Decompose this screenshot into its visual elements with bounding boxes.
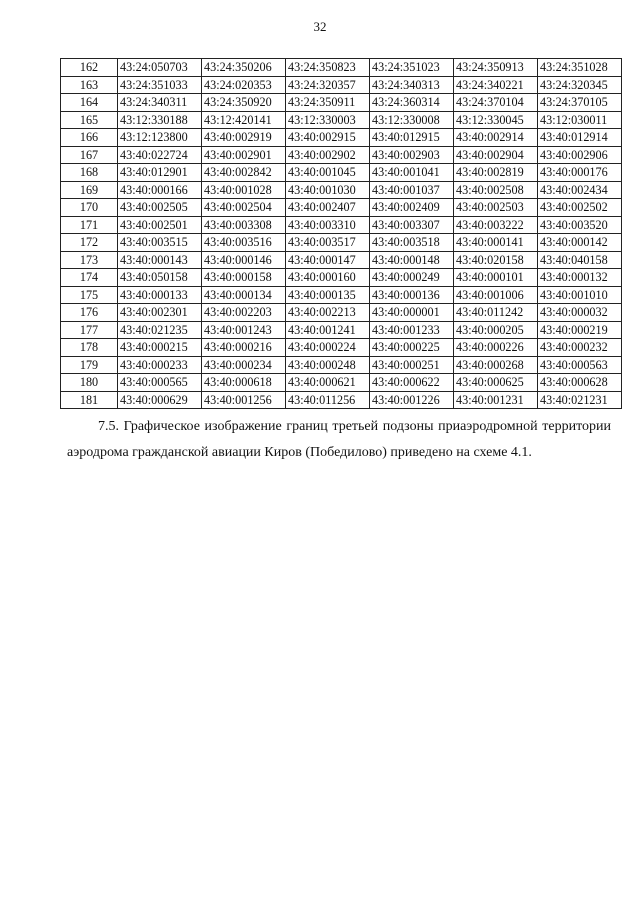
table-row xyxy=(61,356,622,374)
cadastral-number: 43:40:000248 xyxy=(286,356,370,374)
cadastral-number: 43:40:011242 xyxy=(454,304,538,322)
table-row xyxy=(61,146,622,164)
cadastral-number: 43:12:330045 xyxy=(454,111,538,129)
cadastral-number: 43:40:002504 xyxy=(202,199,286,217)
row-number: 181 xyxy=(61,391,118,409)
cadastral-number: 43:40:002901 xyxy=(202,146,286,164)
cadastral-number: 43:24:351028 xyxy=(538,59,622,77)
cadastral-number: 43:40:022724 xyxy=(118,146,202,164)
cadastral-number: 43:40:001226 xyxy=(370,391,454,409)
cadastral-number: 43:12:330003 xyxy=(286,111,370,129)
cadastral-number: 43:40:012914 xyxy=(538,129,622,147)
cadastral-number: 43:40:000158 xyxy=(202,269,286,287)
cadastral-number: 43:40:001243 xyxy=(202,321,286,339)
cadastral-number: 43:40:002203 xyxy=(202,304,286,322)
table-row xyxy=(61,181,622,199)
cadastral-number: 43:40:001006 xyxy=(454,286,538,304)
section-paragraph xyxy=(67,414,611,466)
cadastral-number: 43:40:002842 xyxy=(202,164,286,182)
cadastral-number: 43:40:003515 xyxy=(118,234,202,252)
cadastral-number: 43:40:000224 xyxy=(286,339,370,357)
cadastral-number: 43:40:000249 xyxy=(370,269,454,287)
cadastral-number: 43:40:000133 xyxy=(118,286,202,304)
cadastral-number: 43:40:000268 xyxy=(454,356,538,374)
cadastral-number: 43:24:350911 xyxy=(286,94,370,112)
cadastral-number: 43:40:000215 xyxy=(118,339,202,357)
row-number: 165 xyxy=(61,111,118,129)
cadastral-number: 43:24:340311 xyxy=(118,94,202,112)
table-row xyxy=(61,129,622,147)
cadastral-number: 43:40:021231 xyxy=(538,391,622,409)
cadastral-number: 43:24:320357 xyxy=(286,76,370,94)
cadastral-number: 43:40:000166 xyxy=(118,181,202,199)
cadastral-number: 43:24:350920 xyxy=(202,94,286,112)
cadastral-number: 43:40:000563 xyxy=(538,356,622,374)
cadastral-number: 43:40:000233 xyxy=(118,356,202,374)
cadastral-number: 43:40:000135 xyxy=(286,286,370,304)
row-number: 174 xyxy=(61,269,118,287)
cadastral-number: 43:40:001045 xyxy=(286,164,370,182)
row-number: 170 xyxy=(61,199,118,217)
cadastral-number: 43:40:001241 xyxy=(286,321,370,339)
row-number: 171 xyxy=(61,216,118,234)
cadastral-number: 43:40:011256 xyxy=(286,391,370,409)
cadastral-table-body xyxy=(61,59,622,409)
cadastral-number: 43:40:003308 xyxy=(202,216,286,234)
cadastral-number: 43:40:000226 xyxy=(454,339,538,357)
cadastral-number: 43:40:003222 xyxy=(454,216,538,234)
cadastral-number: 43:24:350913 xyxy=(454,59,538,77)
cadastral-number: 43:40:002914 xyxy=(454,129,538,147)
cadastral-number: 43:40:000147 xyxy=(286,251,370,269)
cadastral-number: 43:40:001256 xyxy=(202,391,286,409)
cadastral-number: 43:40:000032 xyxy=(538,304,622,322)
table-row xyxy=(61,321,622,339)
cadastral-number: 43:24:370105 xyxy=(538,94,622,112)
row-number: 176 xyxy=(61,304,118,322)
cadastral-number: 43:40:000216 xyxy=(202,339,286,357)
row-number: 178 xyxy=(61,339,118,357)
cadastral-number: 43:40:000132 xyxy=(538,269,622,287)
row-number: 166 xyxy=(61,129,118,147)
cadastral-number: 43:40:000134 xyxy=(202,286,286,304)
cadastral-number: 43:40:000232 xyxy=(538,339,622,357)
cadastral-number: 43:40:002503 xyxy=(454,199,538,217)
paragraph-text: 7.5. Графическое изображение границ третьей подзоны приаэродромной территории аэродрома гражданской авиации Киров (Победилово) приведено на схеме 4.1. xyxy=(67,419,611,460)
table-row xyxy=(61,199,622,217)
cadastral-number: 43:40:002903 xyxy=(370,146,454,164)
cadastral-number: 43:24:340313 xyxy=(370,76,454,94)
cadastral-number: 43:40:002502 xyxy=(538,199,622,217)
cadastral-number: 43:40:003516 xyxy=(202,234,286,252)
row-number: 177 xyxy=(61,321,118,339)
cadastral-number: 43:40:003518 xyxy=(370,234,454,252)
cadastral-number: 43:40:002819 xyxy=(454,164,538,182)
cadastral-number: 43:40:003517 xyxy=(286,234,370,252)
cadastral-number: 43:40:000141 xyxy=(454,234,538,252)
cadastral-number: 43:40:002919 xyxy=(202,129,286,147)
cadastral-number: 43:12:123800 xyxy=(118,129,202,147)
cadastral-number: 43:40:050158 xyxy=(118,269,202,287)
cadastral-number: 43:40:002213 xyxy=(286,304,370,322)
cadastral-number: 43:40:002301 xyxy=(118,304,202,322)
cadastral-number: 43:40:002501 xyxy=(118,216,202,234)
cadastral-number: 43:40:002904 xyxy=(454,146,538,164)
cadastral-number: 43:40:000219 xyxy=(538,321,622,339)
cadastral-number: 43:40:001028 xyxy=(202,181,286,199)
cadastral-number: 43:40:002508 xyxy=(454,181,538,199)
table-row xyxy=(61,251,622,269)
row-number: 168 xyxy=(61,164,118,182)
cadastral-number: 43:40:000142 xyxy=(538,234,622,252)
row-number: 163 xyxy=(61,76,118,94)
cadastral-number: 43:40:000622 xyxy=(370,374,454,392)
table-row xyxy=(61,391,622,409)
cadastral-number: 43:24:351033 xyxy=(118,76,202,94)
cadastral-number: 43:40:021235 xyxy=(118,321,202,339)
row-number: 162 xyxy=(61,59,118,77)
cadastral-number: 43:40:000146 xyxy=(202,251,286,269)
row-number: 167 xyxy=(61,146,118,164)
cadastral-number: 43:40:012915 xyxy=(370,129,454,147)
cadastral-number: 43:40:000234 xyxy=(202,356,286,374)
table-row xyxy=(61,76,622,94)
cadastral-number: 43:40:000148 xyxy=(370,251,454,269)
cadastral-number: 43:40:000136 xyxy=(370,286,454,304)
table-row xyxy=(61,94,622,112)
cadastral-number: 43:40:000225 xyxy=(370,339,454,357)
row-number: 173 xyxy=(61,251,118,269)
cadastral-number: 43:12:420141 xyxy=(202,111,286,129)
cadastral-number: 43:40:001231 xyxy=(454,391,538,409)
cadastral-number: 43:40:003307 xyxy=(370,216,454,234)
cadastral-number: 43:40:001037 xyxy=(370,181,454,199)
cadastral-number: 43:40:000629 xyxy=(118,391,202,409)
cadastral-number: 43:12:030011 xyxy=(538,111,622,129)
cadastral-number: 43:40:000618 xyxy=(202,374,286,392)
table-row xyxy=(61,59,622,77)
cadastral-number: 43:24:050703 xyxy=(118,59,202,77)
cadastral-number: 43:40:002915 xyxy=(286,129,370,147)
table-row xyxy=(61,304,622,322)
cadastral-number: 43:40:001010 xyxy=(538,286,622,304)
cadastral-number: 43:40:020158 xyxy=(454,251,538,269)
cadastral-number: 43:24:370104 xyxy=(454,94,538,112)
cadastral-number: 43:40:000621 xyxy=(286,374,370,392)
cadastral-number: 43:40:002906 xyxy=(538,146,622,164)
table-row xyxy=(61,374,622,392)
cadastral-table xyxy=(60,58,622,409)
cadastral-number: 43:24:350206 xyxy=(202,59,286,77)
cadastral-number: 43:24:320345 xyxy=(538,76,622,94)
table-row xyxy=(61,286,622,304)
cadastral-number: 43:24:340221 xyxy=(454,76,538,94)
cadastral-number: 43:40:000625 xyxy=(454,374,538,392)
table-row xyxy=(61,164,622,182)
cadastral-number: 43:40:003520 xyxy=(538,216,622,234)
row-number: 164 xyxy=(61,94,118,112)
cadastral-number: 43:40:002505 xyxy=(118,199,202,217)
cadastral-number: 43:40:001030 xyxy=(286,181,370,199)
cadastral-number: 43:24:360314 xyxy=(370,94,454,112)
cadastral-number: 43:40:040158 xyxy=(538,251,622,269)
table-row xyxy=(61,339,622,357)
table-row xyxy=(61,234,622,252)
row-number: 180 xyxy=(61,374,118,392)
cadastral-number: 43:40:000565 xyxy=(118,374,202,392)
cadastral-number: 43:40:002434 xyxy=(538,181,622,199)
cadastral-number: 43:12:330008 xyxy=(370,111,454,129)
cadastral-number: 43:40:000251 xyxy=(370,356,454,374)
cadastral-number: 43:40:001041 xyxy=(370,164,454,182)
row-number: 175 xyxy=(61,286,118,304)
cadastral-number: 43:12:330188 xyxy=(118,111,202,129)
cadastral-number: 43:40:003310 xyxy=(286,216,370,234)
cadastral-number: 43:24:350823 xyxy=(286,59,370,77)
cadastral-number: 43:40:001233 xyxy=(370,321,454,339)
cadastral-number: 43:40:002407 xyxy=(286,199,370,217)
cadastral-number: 43:40:000176 xyxy=(538,164,622,182)
table-row xyxy=(61,216,622,234)
row-number: 179 xyxy=(61,356,118,374)
row-number: 169 xyxy=(61,181,118,199)
cadastral-number: 43:24:351023 xyxy=(370,59,454,77)
cadastral-number: 43:40:000160 xyxy=(286,269,370,287)
table-row xyxy=(61,111,622,129)
cadastral-number: 43:40:000205 xyxy=(454,321,538,339)
table-row xyxy=(61,269,622,287)
cadastral-number: 43:40:002902 xyxy=(286,146,370,164)
cadastral-number: 43:40:000001 xyxy=(370,304,454,322)
cadastral-number: 43:40:000628 xyxy=(538,374,622,392)
row-number: 172 xyxy=(61,234,118,252)
page-number: 32 xyxy=(313,19,327,34)
cadastral-number: 43:40:000101 xyxy=(454,269,538,287)
cadastral-number: 43:40:002409 xyxy=(370,199,454,217)
cadastral-number: 43:40:012901 xyxy=(118,164,202,182)
cadastral-number: 43:40:000143 xyxy=(118,251,202,269)
cadastral-number: 43:24:020353 xyxy=(202,76,286,94)
